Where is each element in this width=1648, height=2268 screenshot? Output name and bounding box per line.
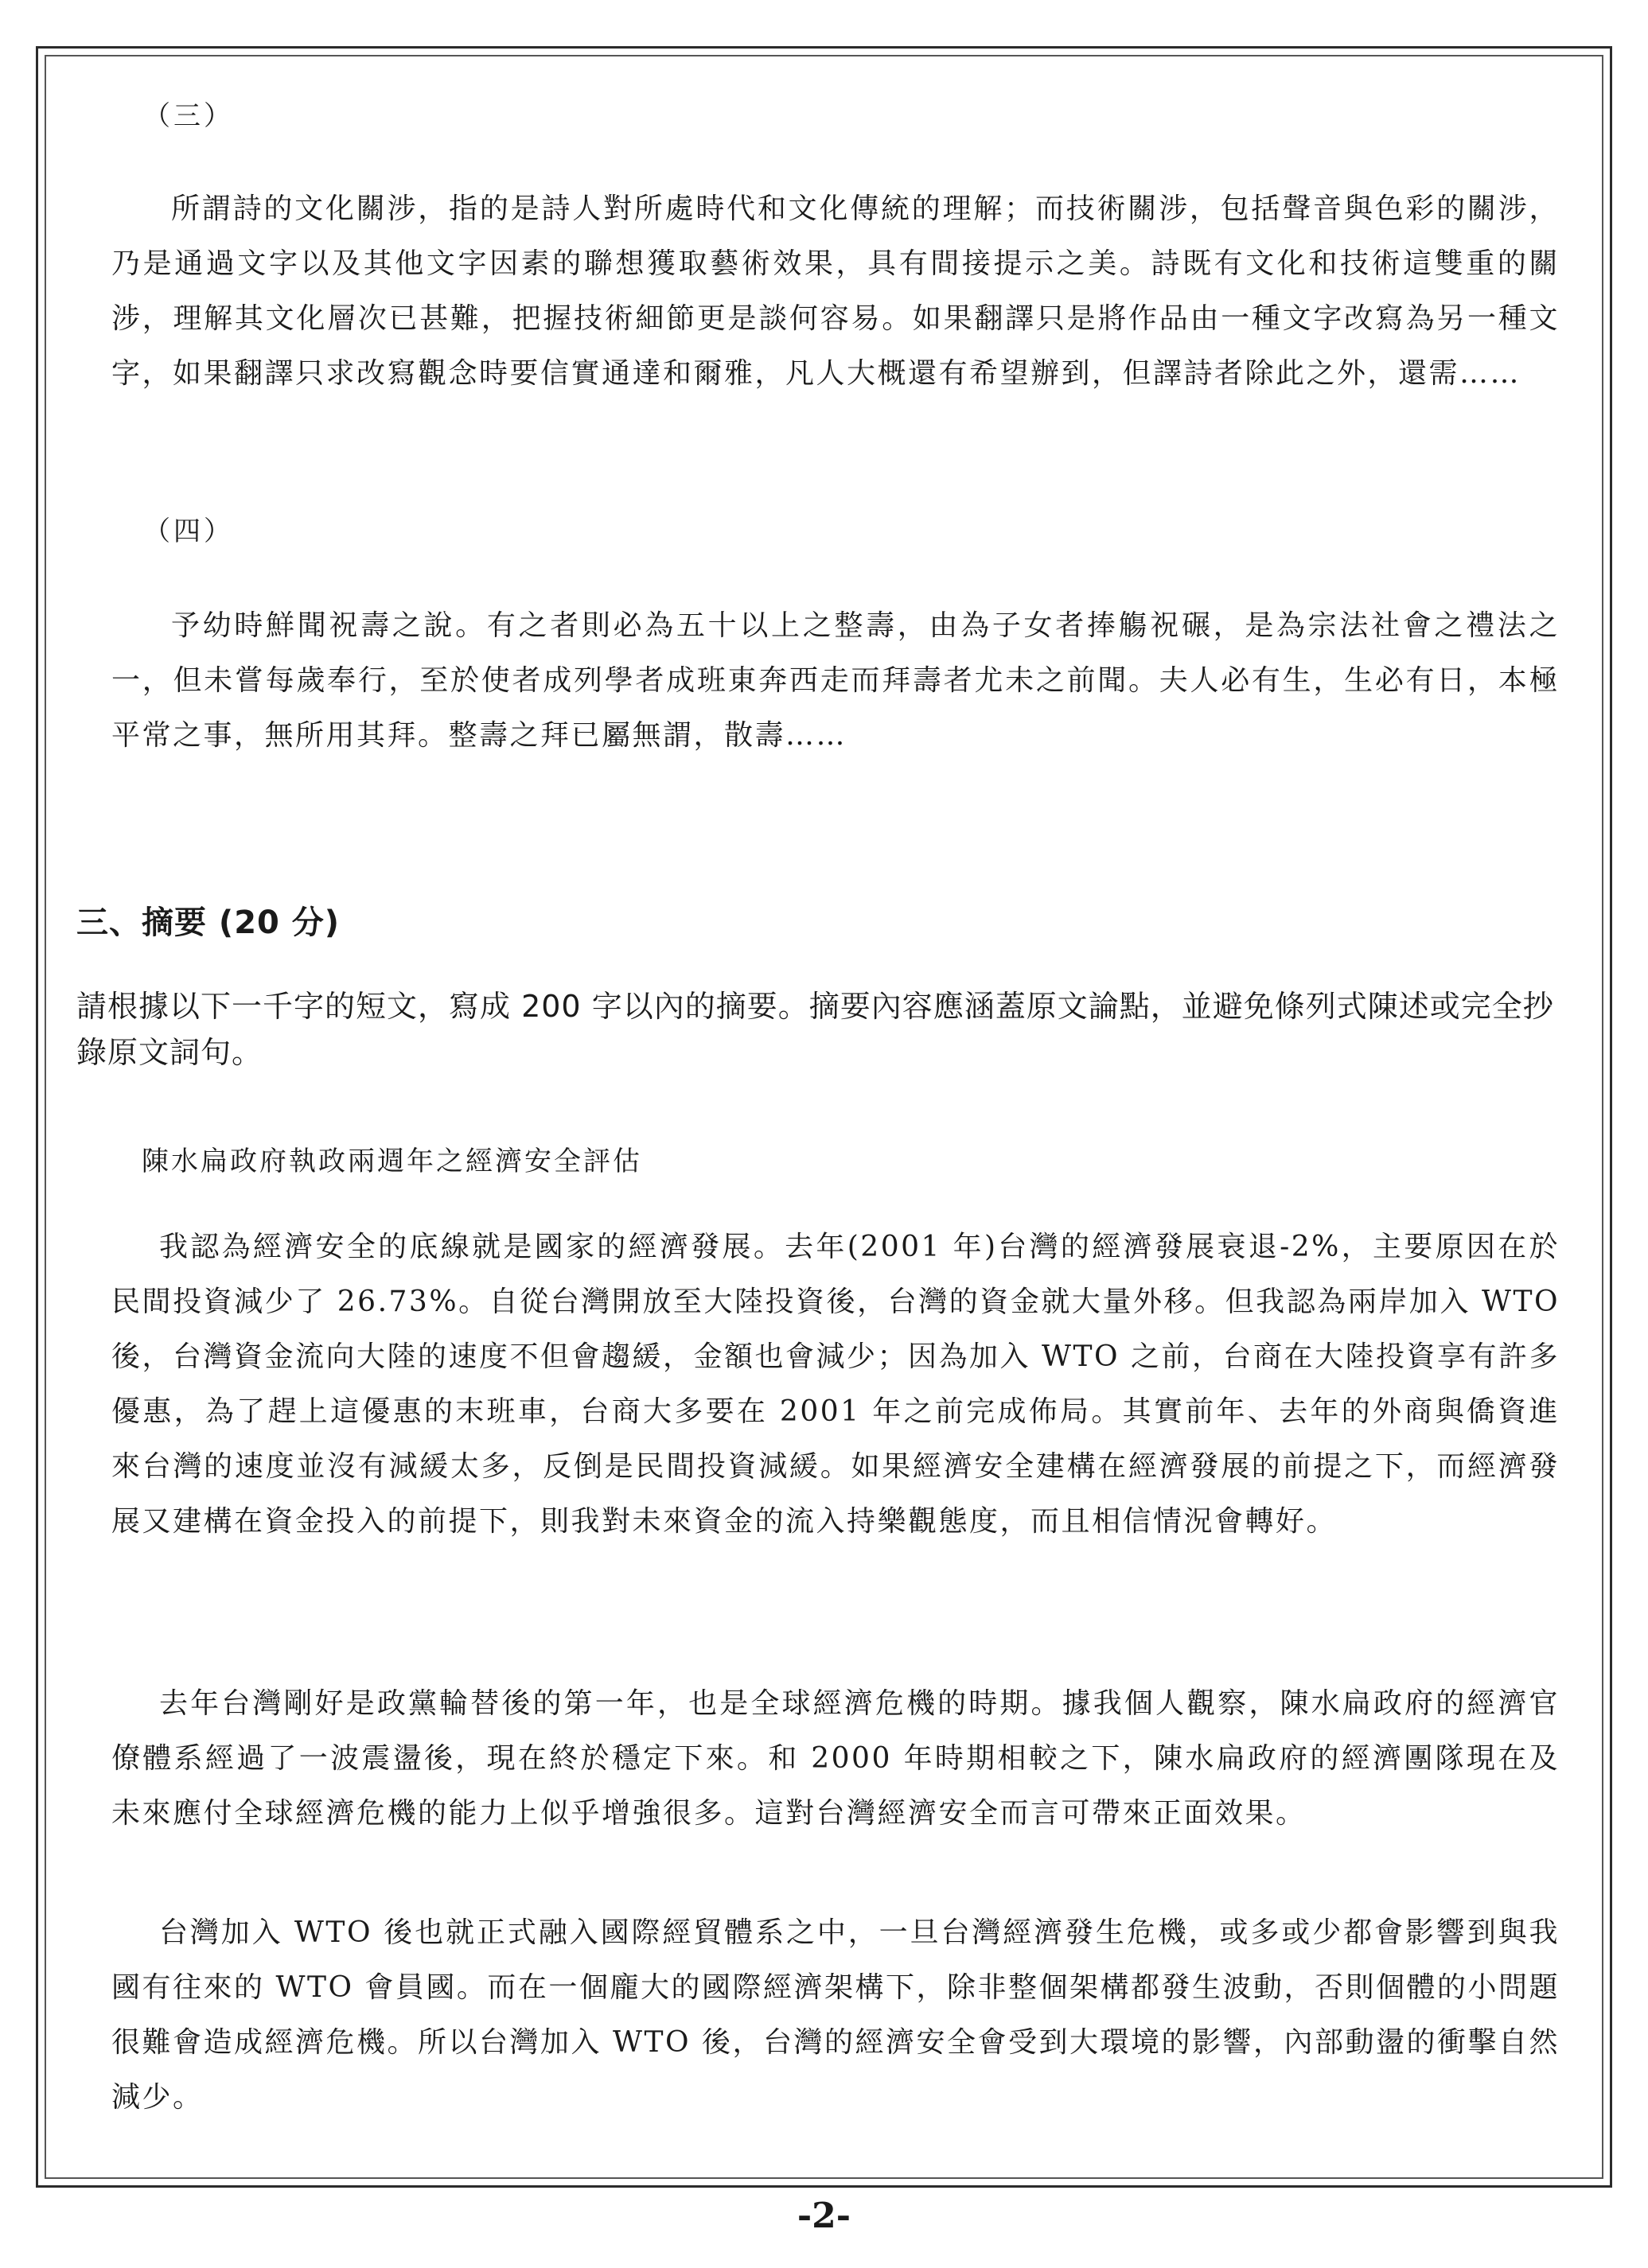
article-paragraph-3 <box>111 1905 1560 2125</box>
article-p2-text: 去年台灣剛好是政黨輪替後的第一年，也是全球經濟危機的時期。據我個人觀察，陳水扁政府的經濟官僚體系經過了一波震盪後，現在終於穩定下來。和 2000 年時期相較之下，陳水扁政府的經濟團隊現在及未來應付全球經濟危機的能力上似乎增強很多。這對台灣經濟安全而言可帶來正面效果。 <box>111 1687 1560 1830</box>
part3-instruction: 請根據以下一千字的短文，寫成 200 字以內的摘要。摘要內容應涵蓋原文論點，並避免條列式陳述或完全抄錄原文詞句。 <box>76 989 1554 1070</box>
page-number: -2- <box>797 2196 851 2236</box>
article-title: 陳水扁政府執政兩週年之經濟安全評估 <box>142 1146 642 1177</box>
article-paragraph-2 <box>111 1676 1560 1841</box>
section-3-paragraph <box>111 181 1560 401</box>
article-paragraph-1 <box>111 1220 1560 1549</box>
article-p1-text: 我認為經濟安全的底線就是國家的經濟發展。去年(2001 年)台灣的經濟發展衰退-2%，主要原因在於民間投資減少了 26.73%。自從台灣開放至大陸投資後，台灣的資金就大量外移。但我認為兩岸加入 WTO 後，台灣資金流向大陸的速度不但會趨緩，金額也會減少；因為加入 WTO 之前，台商在大陸投資享有許多優惠，為了趕上這優惠的末班車，台商大多要在 2001 年之前完成佈局。其實前年、去年的外商與僑資進來台灣的速度並沒有減緩太多，反倒是民間投資減緩。如果經濟安全建構在經濟發展的前提之下，而經濟發展又建構在資金投入的前提下，則我對未來資金的流入持樂觀態度，而且相信情況會轉好。 <box>111 1231 1560 1538</box>
section-3-text: 所謂詩的文化關涉，指的是詩人對所處時代和文化傳統的理解；而技術關涉，包括聲音與色彩的關涉，乃是通過文字以及其他文字因素的聯想獲取藝術效果，具有間接提示之美。詩既有文化和技術這雙重的關涉，理解其文化層次已甚難，把握技術細節更是談何容易。如果翻譯只是將作品由一種文字改寫為另一種文字，如果翻譯只求改寫觀念時要信實通達和爾雅，凡人大概還有希望辦到，但譯詩者除此之外，還需…… <box>111 193 1560 390</box>
article-p3-text: 台灣加入 WTO 後也就正式融入國際經貿體系之中，一旦台灣經濟發生危機，或多或少都會影響到與我國有往來的 WTO 會員國。而在一個龐大的國際經濟架構下，除非整個架構都發生波動，否則個體的小問題很難會造成經濟危機。所以台灣加入 WTO 後，台灣的經濟安全會受到大環境的影響，內部動盪的衝擊自然減少。 <box>111 1916 1560 2114</box>
section-4-marker: （四） <box>143 515 234 547</box>
part3-heading: 三、摘要 (20 分) <box>76 904 341 941</box>
section-4-paragraph <box>111 598 1560 763</box>
section-4-text: 予幼時鮮聞祝壽之說。有之者則必為五十以上之整壽，由為子女者捧觴祝碾，是為宗法社會之禮法之一，但未嘗每歲奉行，至於使者成列學者成班東奔西走而拜壽者尤未之前聞。夫人必有生，生必有日，本極平常之事，無所用其拜。整壽之拜已屬無謂，散壽…… <box>111 609 1560 752</box>
section-3-marker: （三） <box>143 100 234 132</box>
